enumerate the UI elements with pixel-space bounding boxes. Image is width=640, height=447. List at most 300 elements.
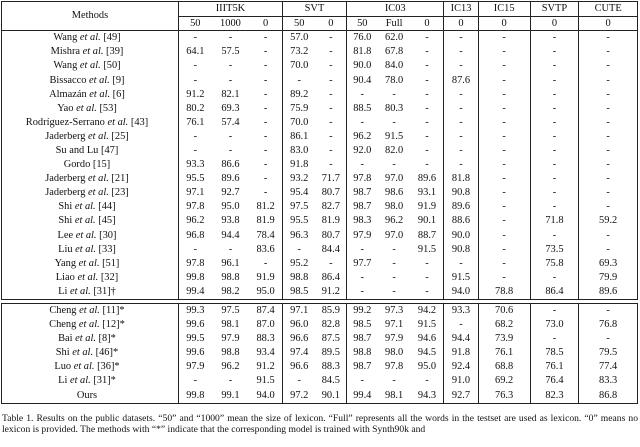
table-cell: - (347, 243, 378, 257)
table-cell: - (347, 375, 378, 389)
table-cell: - (478, 201, 530, 215)
table-cell: 91.5 (417, 243, 437, 255)
table-cell: - (530, 45, 579, 59)
method-author: Su and Lu (55, 144, 99, 156)
table-cell: - (444, 88, 478, 102)
table-cell: 91.9 (256, 271, 275, 283)
table-cell: 92.7 (221, 187, 240, 199)
table-cell: 87.4 (249, 304, 282, 319)
table-cell: - (392, 243, 396, 255)
table-cell: 73.5 (530, 243, 579, 257)
method-ref: [36]* (97, 361, 120, 373)
table-cell: 98.7 (347, 201, 378, 215)
table-cell: 91.8 (282, 158, 315, 172)
table-cell: - (579, 332, 638, 346)
table-row (2, 130, 638, 144)
table-row (2, 361, 638, 375)
table-row (2, 45, 638, 59)
table-row (2, 285, 638, 300)
table-cell: 94.4 (444, 332, 478, 346)
table-cell: 94.0 (444, 285, 478, 300)
table-row (2, 74, 638, 88)
table-cell: - (530, 186, 579, 200)
method-author: Mishra (50, 46, 81, 58)
table-cell: 99.5 (178, 332, 211, 346)
table-header (2, 2, 638, 31)
table-cell: 80.2 (178, 102, 211, 116)
table-cell: 81.2 (256, 201, 275, 213)
table-cell: - (425, 60, 429, 72)
table-cell: 89.5 (321, 347, 340, 359)
table-cell: - (392, 375, 396, 387)
table-cell: - (579, 304, 638, 319)
method-name (2, 332, 179, 346)
table-cell: - (444, 60, 478, 74)
table-cell: 97.3 (378, 304, 411, 319)
table-cell: - (178, 375, 211, 389)
table-cell: - (263, 130, 268, 142)
method-ref: [23] (111, 187, 129, 199)
table-cell: 97.2 (282, 389, 315, 404)
method-author: Jaderberg (45, 130, 86, 142)
table-cell: - (263, 144, 268, 156)
table-cell: 82.1 (221, 88, 240, 100)
table-cell: 95.2 (282, 257, 315, 271)
table-cell: 81.9 (256, 215, 275, 227)
table-cell: - (579, 102, 638, 116)
table-cell: 98.7 (347, 186, 378, 200)
table-cell: 97.8 (347, 172, 378, 186)
table-cell: - (425, 102, 429, 114)
method-author: Wang (53, 32, 78, 44)
table-cell: - (425, 130, 429, 142)
lexicon-header: 0 (316, 17, 347, 31)
method-etal: et al. (73, 361, 95, 373)
table-cell: 95.0 (417, 361, 437, 373)
table-cell: 85.9 (316, 304, 347, 319)
table-cell: 96.2 (178, 215, 211, 229)
table-cell: 84.4 (321, 243, 340, 255)
table-cell: 62.0 (378, 31, 411, 46)
method-name (2, 215, 179, 229)
method-name (2, 389, 179, 404)
method-ref: [49] (103, 32, 121, 44)
table-cell: 90.0 (347, 60, 378, 74)
table-cell: - (178, 243, 211, 257)
table-cell: 93.3 (444, 304, 478, 319)
table-cell: 94.5 (417, 347, 437, 359)
method-etal: et al. (79, 60, 101, 72)
method-etal: et al. (107, 116, 129, 128)
table-cell: 87.5 (321, 333, 340, 345)
table-cell: - (579, 243, 638, 257)
table-cell: - (478, 45, 530, 59)
table-cell: 82.0 (385, 144, 404, 156)
lexicon-header: 50 (178, 17, 211, 31)
table-cell: 94.0 (249, 389, 282, 404)
table-cell: 90.4 (347, 74, 378, 88)
method-author: Li (58, 285, 68, 297)
table-cell: 91.5 (417, 319, 437, 331)
table-cell: 86.4 (321, 271, 340, 283)
table-cell: 71.8 (530, 215, 579, 229)
method-name (2, 229, 179, 243)
table-cell: 97.1 (282, 304, 315, 319)
table-cell: - (228, 74, 233, 86)
table-body-section1 (2, 31, 638, 300)
table-cell: 96.2 (347, 130, 378, 144)
method-name (2, 158, 179, 172)
table-cell: - (228, 144, 233, 156)
method-etal: et al. (79, 32, 101, 44)
table-cell: - (444, 31, 478, 46)
method-ref: [32] (100, 271, 119, 283)
method-name (2, 102, 179, 116)
table-cell: 95.5 (282, 215, 315, 229)
table-cell: - (329, 74, 333, 86)
table-cell: 96.8 (178, 229, 211, 243)
table-cell: 80.7 (321, 229, 340, 241)
method-name (2, 74, 179, 88)
table-cell: 75.9 (282, 102, 315, 116)
method-ref: [31]* (93, 375, 116, 387)
table-cell: - (178, 60, 211, 74)
table-cell: - (444, 257, 478, 271)
table-cell: - (411, 285, 444, 300)
method-name (2, 116, 179, 130)
table-cell: 97.9 (221, 333, 240, 345)
table-cell: 99.2 (347, 304, 378, 319)
method-author: Bai (58, 333, 73, 345)
table-cell: - (228, 375, 233, 387)
method-author: Almazán (49, 88, 87, 100)
table-cell: - (530, 201, 579, 215)
table-cell: - (478, 172, 530, 186)
method-ref: [11]* (102, 305, 125, 317)
table-cell: - (425, 46, 429, 58)
table-cell: 64.1 (178, 45, 211, 59)
method-author: Wang (53, 60, 78, 72)
method-etal: et al. (76, 102, 97, 114)
methods-header: Methods (2, 2, 179, 31)
table-cell: 79.9 (579, 271, 638, 285)
table-cell: 98.7 (347, 361, 378, 375)
table-cell: - (392, 159, 396, 171)
table-cell: 88.3 (256, 333, 275, 345)
table-cell: 86.6 (221, 159, 240, 171)
table-row (2, 346, 638, 360)
table-cell: 78.8 (478, 285, 530, 300)
table-cell: - (478, 257, 530, 271)
table-cell: - (282, 375, 315, 389)
table-cell: 77.4 (579, 361, 638, 375)
table-cell: 99.8 (178, 271, 211, 285)
method-name (2, 346, 179, 360)
table-cell: 78.4 (256, 229, 275, 241)
table-cell: 91.0 (444, 375, 478, 389)
method-name (2, 130, 179, 144)
table-cell: 81.8 (444, 172, 478, 186)
table-cell: 78.5 (530, 346, 579, 360)
method-author: Gordo (63, 159, 91, 171)
table-cell: 91.5 (444, 271, 478, 285)
table-cell: 57.5 (221, 46, 240, 58)
table-row (2, 332, 638, 346)
method-author: Yao (57, 102, 74, 114)
table-cell: - (378, 285, 411, 300)
method-ref: [47] (100, 144, 119, 156)
table-cell: - (579, 172, 638, 186)
lexicon-header: 0 (444, 17, 478, 31)
table-cell: - (579, 229, 638, 243)
table-cell: - (530, 31, 579, 46)
table-cell: - (478, 102, 530, 116)
table-cell: 76.3 (478, 389, 530, 404)
table-row (2, 257, 638, 271)
table-cell: - (263, 102, 268, 114)
method-etal: et al. (69, 375, 91, 387)
table-cell: 99.8 (178, 389, 211, 404)
table-cell: - (316, 31, 347, 46)
table-cell: 70.0 (282, 116, 315, 130)
table-cell: - (579, 201, 638, 215)
table-cell: - (530, 88, 579, 102)
table-cell: - (530, 304, 579, 319)
method-ref: [51] (102, 257, 120, 269)
table-cell: - (329, 144, 333, 156)
table-cell: - (425, 144, 429, 156)
table-cell: 98.8 (347, 346, 378, 360)
table-row (2, 60, 638, 74)
method-etal: et al. (79, 305, 100, 317)
method-author: Cheng (49, 305, 77, 317)
method-etal: et al. (74, 201, 96, 213)
table-cell: - (329, 88, 333, 100)
method-name (2, 45, 179, 59)
table-cell: - (478, 74, 530, 88)
table-row (2, 186, 638, 200)
table-row (2, 389, 638, 404)
table-cell: 97.5 (212, 304, 250, 319)
table-row (2, 116, 638, 130)
table-cell: 97.7 (347, 257, 378, 271)
method-etal: et al. (75, 229, 97, 241)
table-cell: - (228, 130, 233, 142)
table-cell: 89.6 (444, 201, 478, 215)
method-ref: [8]* (98, 333, 116, 345)
table-cell: - (392, 257, 396, 269)
table-cell: - (263, 74, 268, 86)
table-cell: 80.7 (321, 187, 340, 199)
table-cell: - (579, 60, 638, 74)
method-name (2, 375, 179, 389)
table-cell: 91.2 (316, 285, 347, 300)
method-author: Jaderberg (45, 173, 86, 185)
table-cell: 94.2 (411, 304, 444, 319)
table-cell: - (212, 31, 250, 46)
table-cell: - (579, 130, 638, 144)
table-cell: - (530, 172, 579, 186)
table-cell: 91.5 (385, 130, 404, 142)
group-header: IC03 (347, 2, 444, 17)
table-caption: Table 1. Results on the public datasets. “50” and “1000” mean the size of lexicon. “Full” represents all the words in the testset are used as lexicon. “0” means no lexicon is provided. The methods with “*” indicate that the corresponding model is trained with Synth90k and (2, 413, 638, 435)
table-cell: - (444, 102, 478, 116)
table-cell: - (579, 88, 638, 102)
table-cell: 67.8 (385, 46, 404, 58)
method-name (2, 285, 179, 300)
method-ref: [33] (98, 243, 116, 255)
table-cell: - (478, 158, 530, 172)
table-cell: 57.4 (221, 116, 240, 128)
table-cell: - (530, 332, 579, 346)
table-cell: 84.5 (321, 375, 340, 387)
table-cell: 89.6 (221, 173, 240, 185)
table-cell: - (579, 116, 638, 130)
table-cell: 98.3 (347, 215, 378, 229)
table-cell: 94.3 (411, 389, 444, 404)
table-cell: 98.1 (378, 389, 411, 404)
table-cell: 94.4 (221, 229, 240, 241)
table-row (2, 318, 638, 332)
table-row (2, 229, 638, 243)
table-cell: - (329, 257, 333, 269)
table-cell: 98.6 (385, 187, 404, 199)
table-cell: - (263, 88, 268, 100)
table-cell: - (347, 271, 378, 285)
table-cell: 93.1 (417, 187, 437, 199)
table-cell: 86.8 (579, 389, 638, 404)
method-etal: et al. (78, 319, 100, 331)
table-cell: 98.5 (347, 318, 378, 332)
table-cell: - (228, 243, 233, 255)
table-cell: - (347, 88, 378, 102)
table-cell: - (263, 187, 268, 199)
table-cell: 93.2 (282, 172, 315, 186)
method-author: Cheng (49, 319, 77, 331)
table-cell: - (263, 257, 268, 269)
table-cell: 97.4 (282, 346, 315, 360)
table-cell: - (444, 318, 478, 332)
table-cell: - (178, 74, 211, 88)
table-cell: 98.7 (347, 332, 378, 346)
table-row (2, 243, 638, 257)
table-cell: 73.9 (478, 332, 530, 346)
table-cell: 69.2 (478, 375, 530, 389)
table-cell: - (329, 102, 333, 114)
table-cell: 96.6 (282, 332, 315, 346)
table-cell: 96.0 (282, 318, 315, 332)
group-header: SVTP (530, 2, 579, 17)
group-header: SVT (282, 2, 346, 17)
table-cell: 92.0 (347, 144, 378, 158)
method-name (2, 186, 179, 200)
table-row (2, 304, 638, 319)
table-cell: 98.5 (282, 285, 315, 300)
method-name (2, 60, 179, 74)
table-cell: - (263, 173, 268, 185)
table-cell: 90.0 (444, 229, 478, 243)
table-cell: 86.1 (282, 130, 315, 144)
lexicon-header: 0 (530, 17, 579, 31)
table-cell: 88.6 (444, 215, 478, 229)
method-etal: et al. (82, 46, 104, 58)
table-cell: 91.2 (256, 361, 275, 373)
table-cell: - (425, 88, 429, 100)
method-author: Lee (57, 229, 74, 241)
table-cell: - (444, 144, 478, 158)
method-etal: et al. (77, 271, 99, 283)
table-cell: 81.8 (347, 45, 378, 59)
table-cell: - (411, 31, 444, 46)
table-cell: 75.8 (530, 257, 579, 271)
method-ref: [6] (112, 88, 125, 100)
table-cell: 99.3 (178, 304, 211, 319)
table-cell: - (263, 116, 268, 128)
table-cell: 97.8 (178, 201, 211, 215)
method-author: Rodríguez-Serrano (25, 116, 105, 128)
method-etal: et al. (89, 88, 111, 100)
table-cell: 95.5 (178, 172, 211, 186)
table-cell: 68.2 (478, 318, 530, 332)
table-row (2, 271, 638, 285)
table-row (2, 144, 638, 158)
table-cell: 88.7 (417, 229, 437, 241)
table-cell: 90.8 (444, 186, 478, 200)
table-cell: - (478, 243, 530, 257)
method-name (2, 31, 179, 46)
method-author: Liao (55, 271, 75, 283)
table-cell: 98.1 (221, 319, 240, 331)
table-cell: 97.8 (385, 361, 404, 373)
table-cell: 83.6 (256, 243, 275, 255)
table-cell: 59.2 (579, 215, 638, 229)
table-cell: 96.1 (221, 257, 240, 269)
table-row (2, 158, 638, 172)
table-cell: 93.4 (256, 347, 275, 359)
table-cell: - (444, 158, 478, 172)
table-cell: 88.3 (321, 361, 340, 373)
method-etal: et al. (89, 74, 110, 86)
table-cell: 91.5 (256, 375, 275, 387)
method-etal: et al. (78, 257, 100, 269)
lexicon-header: 0 (478, 17, 530, 31)
lexicon-header: 0 (579, 17, 638, 31)
table-cell: - (478, 116, 530, 130)
table-cell: - (178, 130, 211, 144)
table-row (2, 172, 638, 186)
table-cell: - (579, 186, 638, 200)
table-cell: - (530, 102, 579, 116)
table-cell: - (579, 74, 638, 88)
lexicon-header: Full (378, 17, 411, 31)
method-etal: et al. (88, 187, 109, 199)
table-cell: - (425, 74, 429, 86)
table-cell: 97.1 (385, 319, 404, 331)
table-cell: - (444, 130, 478, 144)
results-table (1, 1, 638, 404)
method-name (2, 243, 179, 257)
table-body-section2 (2, 300, 638, 404)
table-cell: 68.8 (478, 361, 530, 375)
method-ref: [15] (92, 159, 111, 171)
table-cell: 73.0 (530, 318, 579, 332)
method-name (2, 88, 179, 102)
method-author: Li (58, 375, 68, 387)
method-name (2, 304, 179, 319)
table-cell: 91.2 (178, 88, 211, 102)
table-cell: - (530, 158, 579, 172)
table-cell: - (478, 215, 530, 229)
